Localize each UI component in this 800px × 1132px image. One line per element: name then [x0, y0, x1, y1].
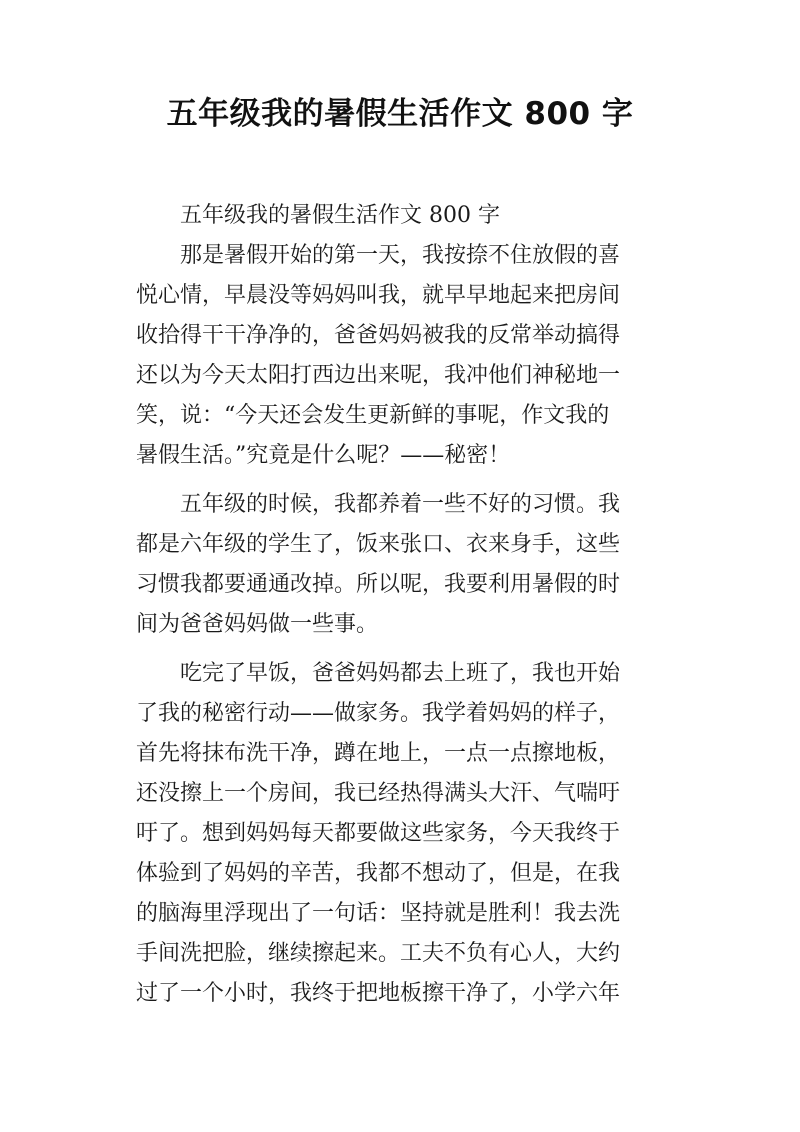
- paragraph-2: [136, 485, 668, 645]
- text-line: 吃完了早饭，爸爸妈妈都去上班了，我也开始: [180, 661, 621, 686]
- text-line: 体验到了妈妈的辛苦，我都不想动了，但是，在我: [136, 861, 621, 886]
- text-line: 收拾得干干净净的，爸爸妈妈被我的反常举动搞得: [136, 323, 621, 348]
- text-line: 都是六年级的学生了，饭来张口、衣来身手，这些: [136, 532, 621, 557]
- document-title: 五年级我的暑假生活作文 800 字: [166, 96, 634, 132]
- text-line: 五年级我的暑假生活作文 800 字: [180, 203, 500, 228]
- paragraph-subtitle: [136, 196, 668, 236]
- text-line: 习惯我都要通通改掉。所以呢，我要利用暑假的时: [136, 572, 621, 597]
- text-line: 过了一个小时，我终于把地板擦干净了，小学六年: [136, 981, 621, 1006]
- text-line: 笑，说：“今天还会发生更新鲜的事呢，作文我的: [136, 403, 610, 428]
- text-line: 暑假生活。”究竟是什么呢？——秘密！: [136, 443, 511, 468]
- paragraph-spacer: [136, 645, 668, 654]
- text-line: 了我的秘密行动——做家务。我学着妈妈的样子，: [136, 701, 621, 726]
- paragraph-spacer: [136, 476, 668, 485]
- text-line: 五年级的时候，我都养着一些不好的习惯。我: [180, 492, 621, 517]
- paragraph-3: [136, 654, 668, 1014]
- text-line: 间为爸爸妈妈做一些事。: [136, 612, 379, 637]
- text-line: 首先将抹布洗干净，蹲在地上，一点一点擦地板，: [136, 741, 621, 766]
- text-line: 还没擦上一个房间，我已经热得满头大汗、气喘吁: [136, 781, 621, 806]
- text-line: 那是暑假开始的第一天，我按捺不住放假的喜: [180, 243, 621, 268]
- text-line: 还以为今天太阳打西边出来呢，我冲他们神秘地一: [136, 363, 621, 388]
- paragraph-1: [136, 236, 668, 476]
- text-line: 的脑海里浮现出了一句话：坚持就是胜利！我去洗: [136, 901, 621, 926]
- text-line: 手间洗把脸，继续擦起来。工夫不负有心人，大约: [136, 941, 621, 966]
- text-line: 吁了。想到妈妈每天都要做这些家务，今天我终于: [136, 821, 621, 846]
- document-body: [136, 196, 668, 1014]
- text-line: 悦心情，早晨没等妈妈叫我，就早早地起来把房间: [136, 283, 621, 308]
